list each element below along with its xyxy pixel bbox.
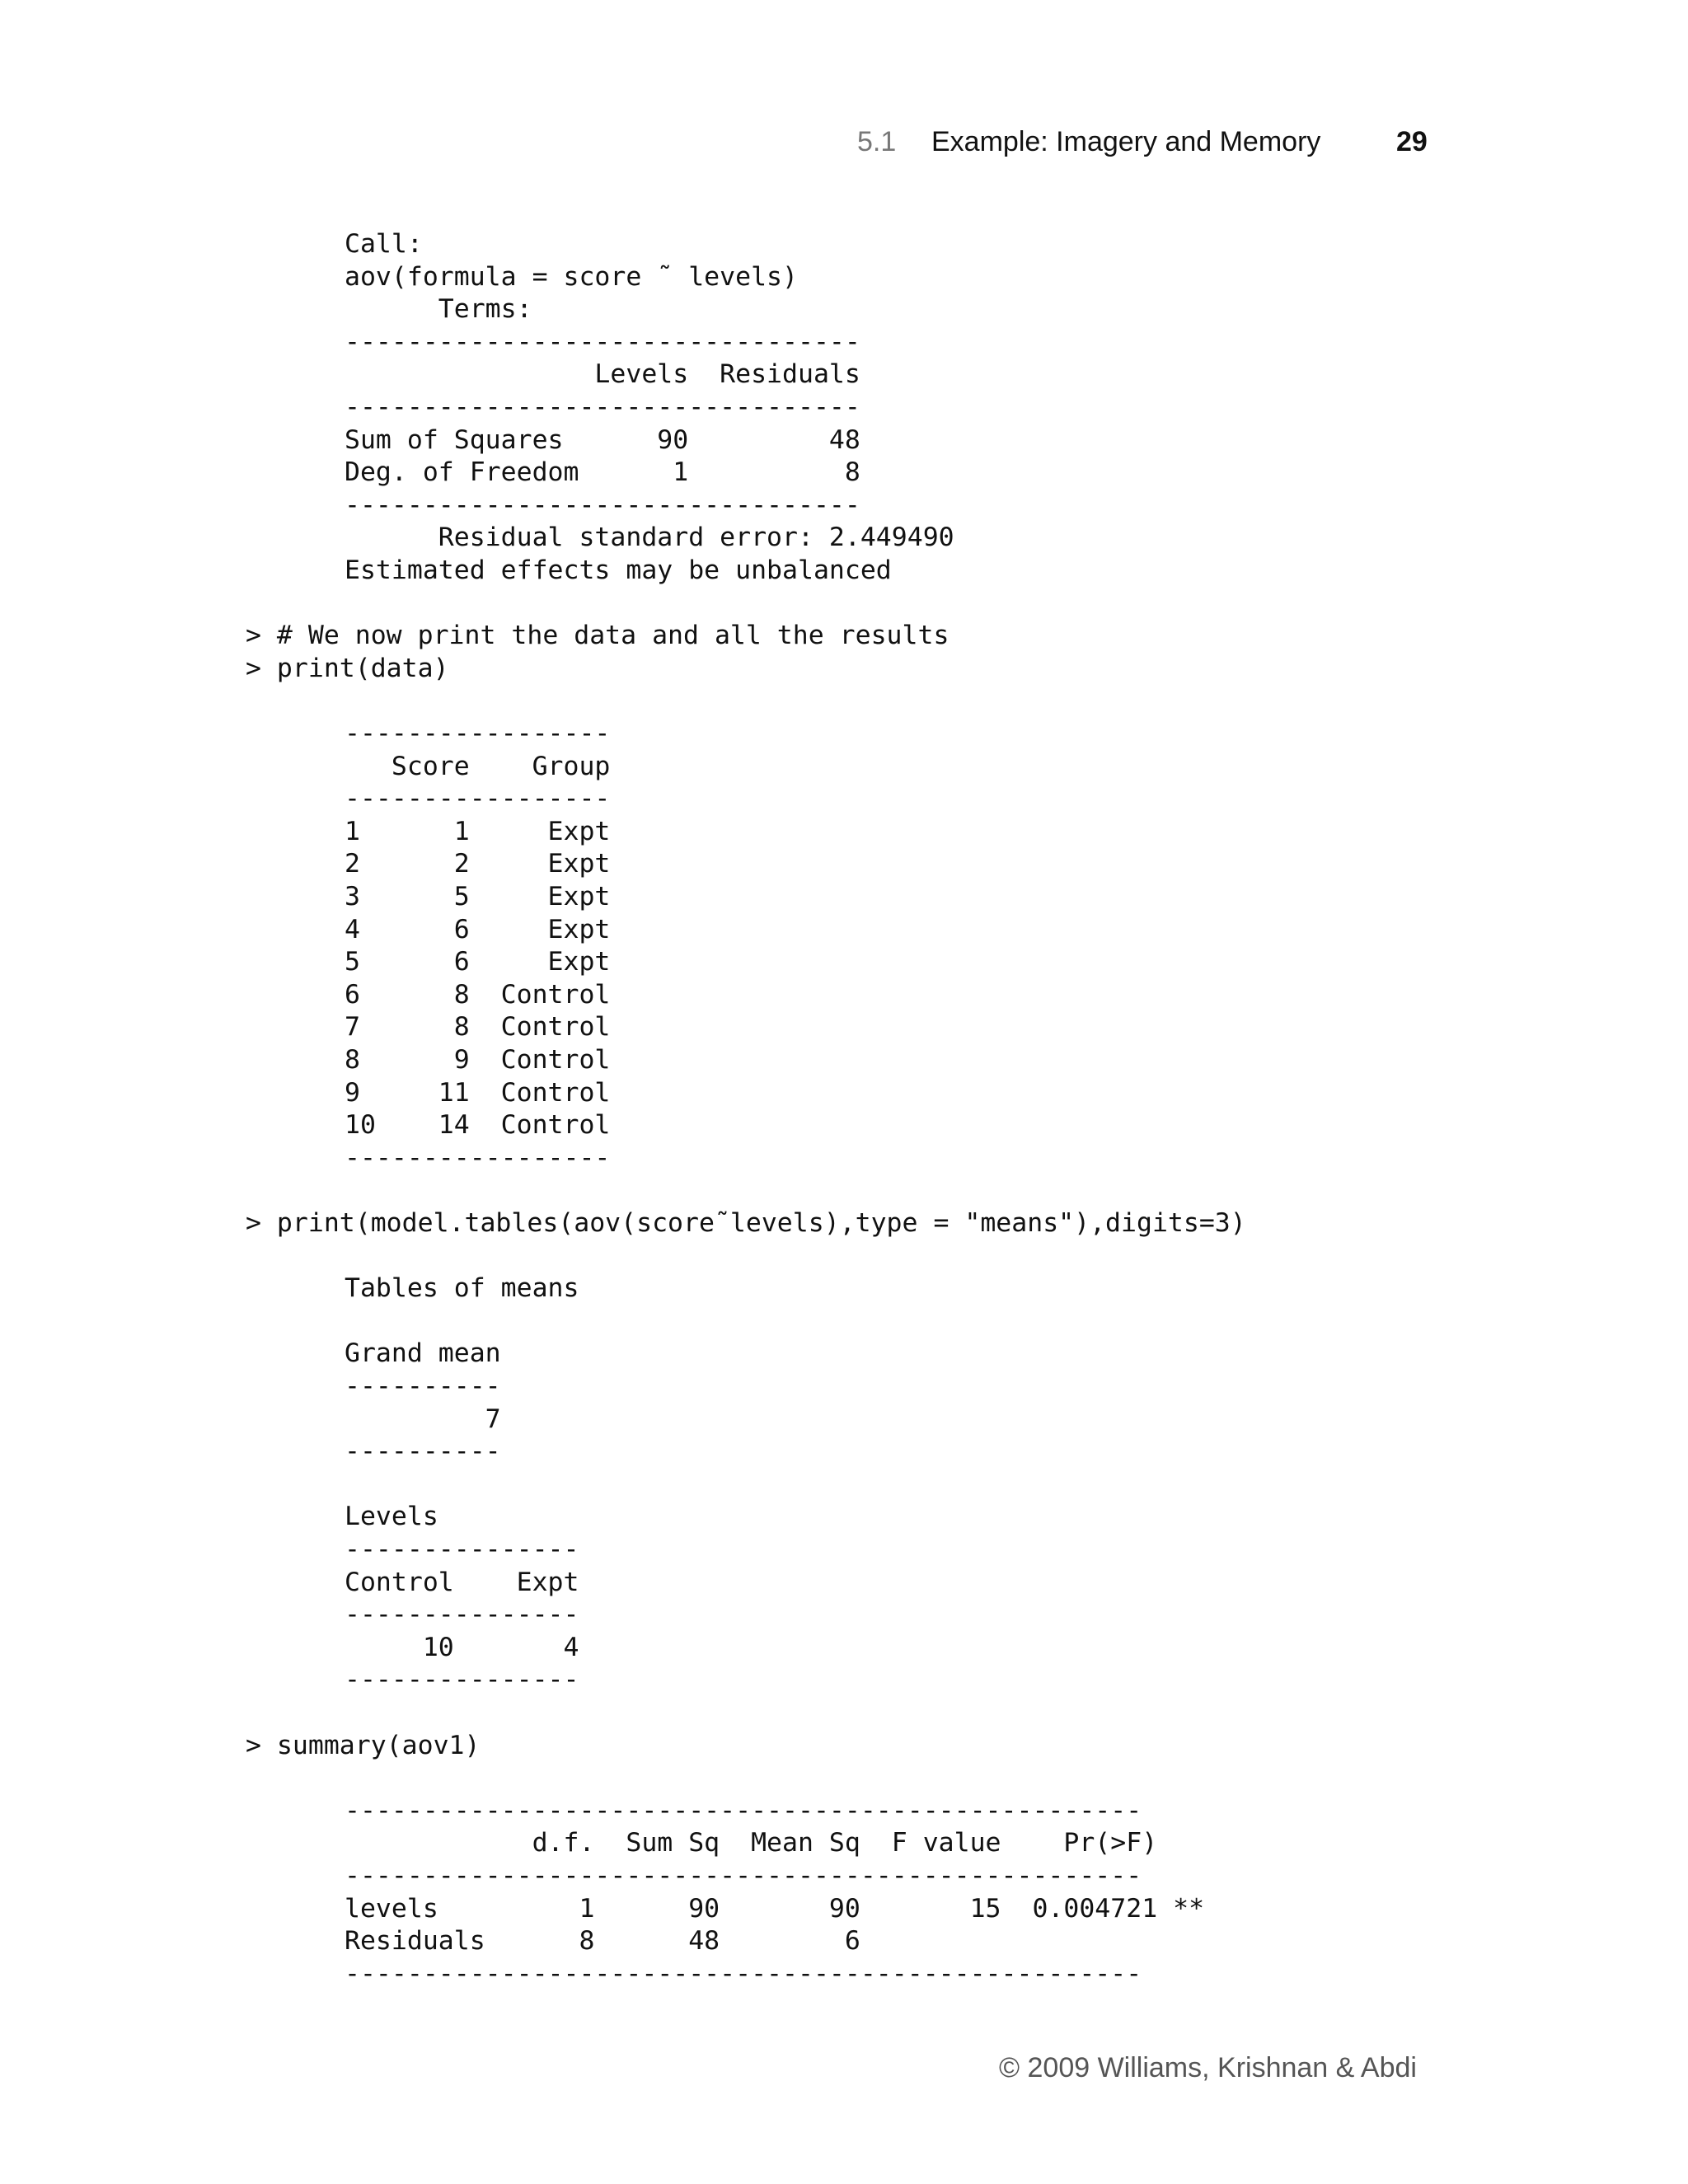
console-output-line: Score Group [345,751,611,781]
console-input-line: > # We now print the data and all the results [246,621,950,651]
console-output-line: Terms: [345,294,532,325]
console-output-line: Grand mean [345,1338,501,1369]
console-output-line: Control Expt [345,1567,579,1597]
console-output-line: ----------------- [345,719,611,748]
console-output-line: Estimated effects may be unbalanced [345,555,892,585]
console-output-line: Tables of means [345,1273,579,1304]
console-output-line: levels 1 90 90 15 0.004721 ** [345,1893,1205,1924]
console-output-line: Residuals 8 48 6 [345,1926,860,1957]
console-output-line: 8 9 Control [345,1045,611,1075]
console-output-line: --------------------------------------------------- [345,1958,1142,1989]
copyright-footer: © 2009 Williams, Krishnan & Abdi [999,2052,1417,2083]
page-number: 29 [1396,126,1428,157]
console-output-line: 3 5 Expt [345,882,611,912]
console-output-line: --------------------------------------------------- [345,1861,1142,1891]
console-output-line: ----------------- [345,784,611,814]
console-output-line: Call: [345,229,423,259]
console-output-line: --------------------------------------------------- [345,1795,1142,1825]
console-output-line: d.f. Sum Sq Mean Sq F value Pr(>F) [345,1828,1158,1858]
console-input-line: > print(model.tables(aov(score˜levels),type = "means"),digits=3) [246,1208,1246,1238]
console-output-line: 7 8 Control [345,1012,611,1043]
console-output-line: 5 6 Expt [345,947,611,977]
console-output-line: Residual standard error: 2.449490 [345,523,954,553]
console-output-line: 7 [345,1404,501,1434]
console-output-line: Levels [345,1502,438,1532]
console-output-line: ---------- [345,1371,501,1401]
console-output-line: 4 6 Expt [345,914,611,944]
console-output-line: ----------------- [345,1142,611,1173]
console-input-line: > summary(aov1) [246,1730,481,1760]
console-output-line: Levels Residuals [345,359,860,390]
console-output-line: --------------- [345,1535,579,1564]
console-output-line: ---------- [345,1436,501,1467]
console-output-line: 6 8 Control [345,979,611,1010]
section-number: 5.1 [857,126,897,157]
console-output-line: --------------- [345,1665,579,1695]
console-input-line: > print(data) [246,653,449,683]
console-output-line: 9 11 Control [345,1077,611,1108]
console-output-line: Deg. of Freedom 1 8 [345,457,860,488]
running-header [857,126,1434,167]
console-output-line: --------------------------------- [345,490,860,520]
console-output-line: 10 4 [345,1632,579,1662]
console-output-line: 10 14 Control [345,1110,611,1141]
console-output-line: 2 2 Expt [345,849,611,879]
console-output-line: 1 1 Expt [345,816,611,846]
console-output-line: Sum of Squares 90 48 [345,424,860,455]
console-output-line: --------------------------------- [345,392,860,422]
console-output-line: aov(formula = score ˜ levels) [345,261,798,292]
console-output-line: --------------- [345,1600,579,1630]
section-title: Example: Imagery and Memory [931,126,1321,157]
console-output-line: --------------------------------- [345,326,860,357]
